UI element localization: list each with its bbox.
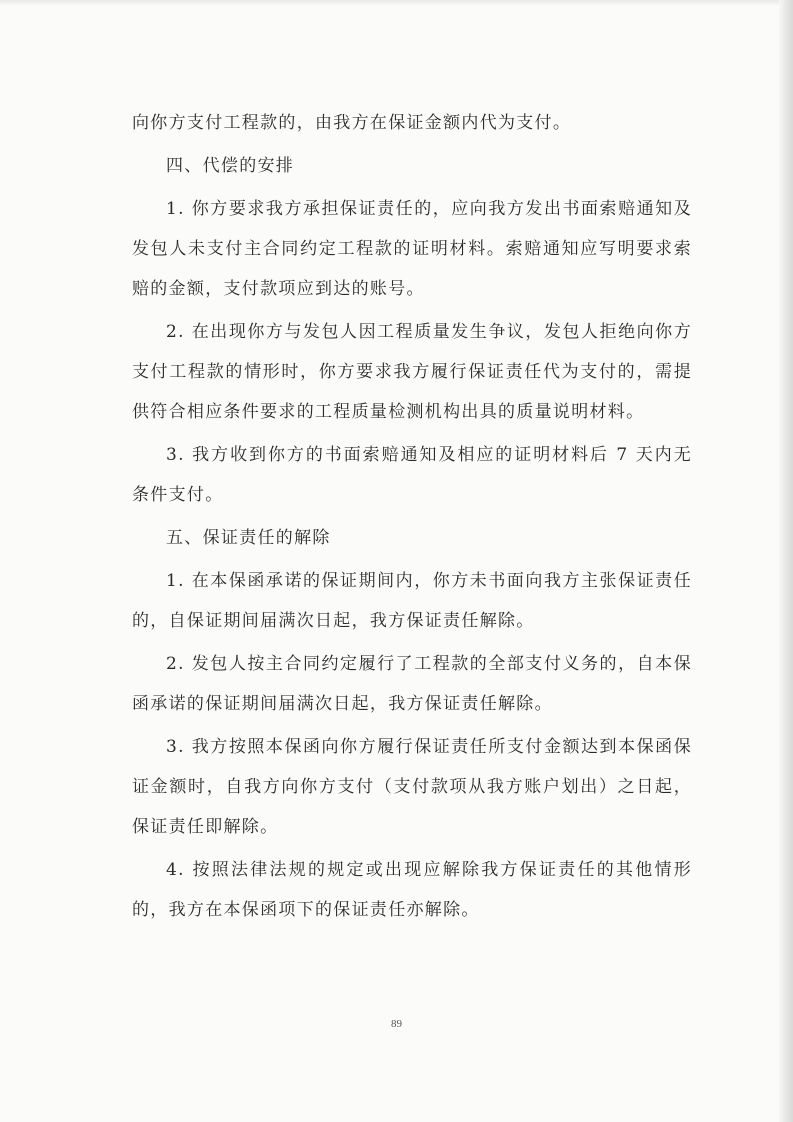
paragraph-compensation-3: 3. 我方收到你方的书面索赔通知及相应的证明材料后 7 天内无条件支付。 [132, 445, 692, 505]
paragraph-release-4: 4. 按照法律法规的规定或出现应解除我方保证责任的其他情形的，我方在本保函项下的保证责任亦解除。 [132, 860, 692, 920]
scan-top-shadow [0, 0, 793, 6]
section-heading-compensation: 四、代偿的安排 [166, 156, 295, 176]
page-number: 89 [391, 1018, 402, 1030]
section-heading-release: 五、保证责任的解除 [166, 528, 331, 548]
paragraph-continuation: 向你方支付工程款的，由我方在保证金额内代为支付。 [132, 113, 572, 133]
paragraph-compensation-1: 1. 你方要求我方承担保证责任的，应向我方发出书面索赔通知及发包人未支付主合同约定工程款的证明材料。索赔通知应写明要求索赔的金额，支付款项应到达的账号。 [132, 199, 692, 299]
paragraph-compensation-2: 2. 在出现你方与发包人因工程质量发生争议，发包人拒绝向你方支付工程款的情形时，你方要求我方履行保证责任代为支付的，需提供符合相应条件要求的工程质量检测机构出具的质量说明材料。 [132, 322, 692, 422]
scan-right-edge [779, 0, 793, 1122]
body-text [132, 103, 692, 933]
paragraph-release-1: 1. 在本保函承诺的保证期间内，你方未书面向我方主张保证责任的，自保证期间届满次日起，我方保证责任解除。 [132, 571, 692, 631]
paragraph-release-3: 3. 我方按照本保函向你方履行保证责任所支付金额达到本保函保证金额时，自我方向你方支付（支付款项从我方账户划出）之日起，保证责任即解除。 [132, 737, 692, 837]
paragraph-release-2: 2. 发包人按主合同约定履行了工程款的全部支付义务的，自本保函承诺的保证期间届满次日起，我方保证责任解除。 [132, 654, 692, 714]
